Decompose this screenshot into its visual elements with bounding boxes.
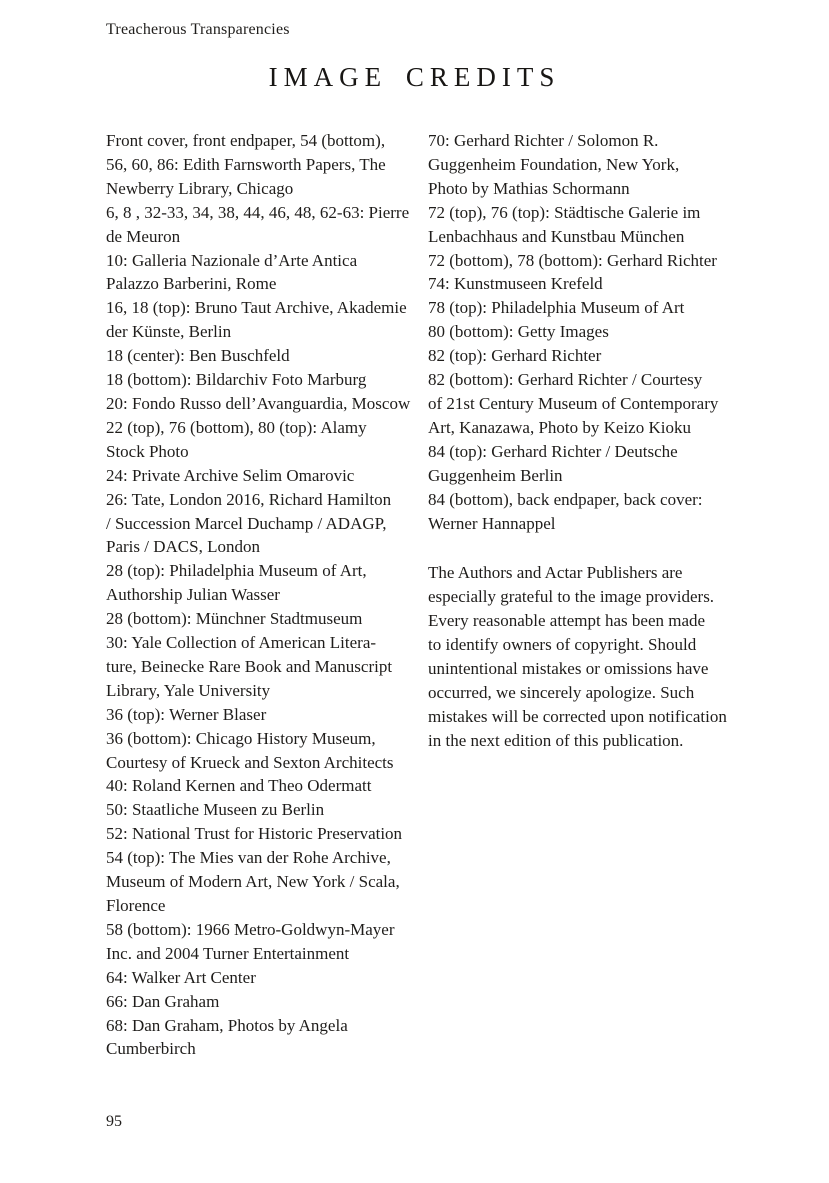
credits-column-right bbox=[428, 129, 748, 753]
text-line: occurred, we sincerely apologize. Such bbox=[428, 682, 695, 702]
text-line: 56, 60, 86: Edith Farnsworth Papers, The bbox=[106, 154, 386, 174]
text-line: 68: Dan Graham, Photos by Angela bbox=[106, 1015, 348, 1035]
text-line: 18 (bottom): Bildarchiv Foto Marburg bbox=[106, 370, 367, 390]
text-line: 22 (top), 76 (bottom), 80 (top): Alamy bbox=[106, 417, 367, 437]
text-line: Front cover, front endpaper, 54 (bottom), bbox=[106, 131, 386, 150]
text-line: Guggenheim Berlin bbox=[428, 465, 563, 485]
text-line: Inc. and 2004 Turner Entertainment bbox=[106, 943, 350, 963]
text-line: unintentional mistakes or omissions have bbox=[428, 659, 709, 679]
text-line: 36 (bottom): Chicago History Museum, bbox=[106, 728, 376, 748]
text-line: der Künste, Berlin bbox=[106, 322, 232, 342]
text-line: 10: Galleria Nazionale d’Arte Antica bbox=[106, 250, 358, 270]
text-line: de Meuron bbox=[106, 226, 181, 246]
acknowledgment-paragraph bbox=[428, 561, 748, 752]
text-line: Every reasonable attempt has been made bbox=[428, 611, 706, 631]
credits-column-left bbox=[106, 129, 428, 1061]
text-line: Photo by Mathias Schormann bbox=[428, 178, 630, 198]
text-line: Museum of Modern Art, New York / Scala, bbox=[106, 872, 400, 892]
text-line: 64: Walker Art Center bbox=[106, 967, 256, 987]
text-line: 20: Fondo Russo dell’Avanguardia, Moscow bbox=[106, 393, 411, 413]
text-line: 72 (top), 76 (top): Städtische Galerie im bbox=[428, 202, 701, 222]
text-line: 16, 18 (top): Bruno Taut Archive, Akademie bbox=[106, 298, 407, 318]
text-line: 74: Kunstmuseen Krefeld bbox=[428, 274, 603, 294]
text-line: Courtesy of Krueck and Sexton Architects bbox=[106, 752, 394, 772]
credits-content bbox=[106, 129, 748, 1061]
text-line: Lenbachhaus and Kunstbau München bbox=[428, 226, 685, 246]
credits-list-right bbox=[428, 129, 748, 535]
text-line: 30: Yale Collection of American Litera- bbox=[106, 633, 377, 653]
text-line: / Succession Marcel Duchamp / ADAGP, bbox=[106, 513, 387, 533]
text-line: Paris / DACS, London bbox=[106, 537, 260, 557]
text-line: 28 (bottom): Münchner Stadtmuseum bbox=[106, 609, 363, 629]
text-line: The Authors and Actar Publishers are bbox=[428, 563, 683, 583]
text-line: Library, Yale University bbox=[106, 680, 271, 700]
text-line: 78 (top): Philadelphia Museum of Art bbox=[428, 298, 685, 318]
text-line: 52: National Trust for Historic Preservation bbox=[106, 824, 403, 844]
text-line: ture, Beinecke Rare Book and Manuscript bbox=[106, 656, 393, 676]
text-line: Art, Kanazawa, Photo by Keizo Kioku bbox=[428, 417, 691, 437]
text-line: 84 (top): Gerhard Richter / Deutsche bbox=[428, 441, 678, 461]
text-line: 36 (top): Werner Blaser bbox=[106, 704, 267, 724]
text-line: 66: Dan Graham bbox=[106, 991, 220, 1011]
text-line: Authorship Julian Wasser bbox=[106, 585, 280, 605]
text-line: Stock Photo bbox=[106, 441, 189, 461]
text-line: 80 (bottom): Getty Images bbox=[428, 322, 609, 342]
text-line: Palazzo Barberini, Rome bbox=[106, 274, 277, 294]
text-line: 82 (bottom): Gerhard Richter / Courtesy bbox=[428, 370, 703, 390]
text-line: 54 (top): The Mies van der Rohe Archive, bbox=[106, 848, 391, 868]
text-line: 72 (bottom), 78 (bottom): Gerhard Richter bbox=[428, 250, 717, 270]
text-line: 82 (top): Gerhard Richter bbox=[428, 346, 602, 366]
text-line: 84 (bottom), back endpaper, back cover: bbox=[428, 489, 703, 509]
text-line: especially grateful to the image providers. bbox=[428, 587, 715, 607]
text-line: 6, 8 , 32-33, 34, 38, 44, 46, 48, 62-63: Pierre bbox=[106, 202, 410, 222]
page-number: 95 bbox=[106, 1113, 122, 1130]
text-line: of 21st Century Museum of Contemporary bbox=[428, 393, 719, 413]
text-line: in the next edition of this publication. bbox=[428, 730, 684, 750]
text-line: 26: Tate, London 2016, Richard Hamilton bbox=[106, 489, 392, 509]
text-line: Werner Hannappel bbox=[428, 513, 556, 533]
text-line: 70: Gerhard Richter / Solomon R. bbox=[428, 131, 659, 150]
text-line: to identify owners of copyright. Should bbox=[428, 635, 697, 655]
text-line: Guggenheim Foundation, New York, bbox=[428, 154, 680, 174]
page-title: IMAGE CREDITS bbox=[268, 62, 561, 92]
text-line: mistakes will be corrected upon notification bbox=[428, 706, 727, 726]
text-line: Florence bbox=[106, 896, 166, 915]
text-line: Newberry Library, Chicago bbox=[106, 178, 294, 198]
text-line: 58 (bottom): 1966 Metro-Goldwyn-Mayer bbox=[106, 919, 395, 939]
text-line: 28 (top): Philadelphia Museum of Art, bbox=[106, 561, 367, 581]
text-line: Cumberbirch bbox=[106, 1039, 196, 1059]
text-line: 40: Roland Kernen and Theo Odermatt bbox=[106, 776, 372, 796]
text-line: 18 (center): Ben Buschfeld bbox=[106, 346, 290, 366]
text-line: 50: Staatliche Museen zu Berlin bbox=[106, 800, 325, 820]
text-line: 24: Private Archive Selim Omarovic bbox=[106, 465, 355, 485]
running-header: Treacherous Transparencies bbox=[106, 21, 290, 38]
